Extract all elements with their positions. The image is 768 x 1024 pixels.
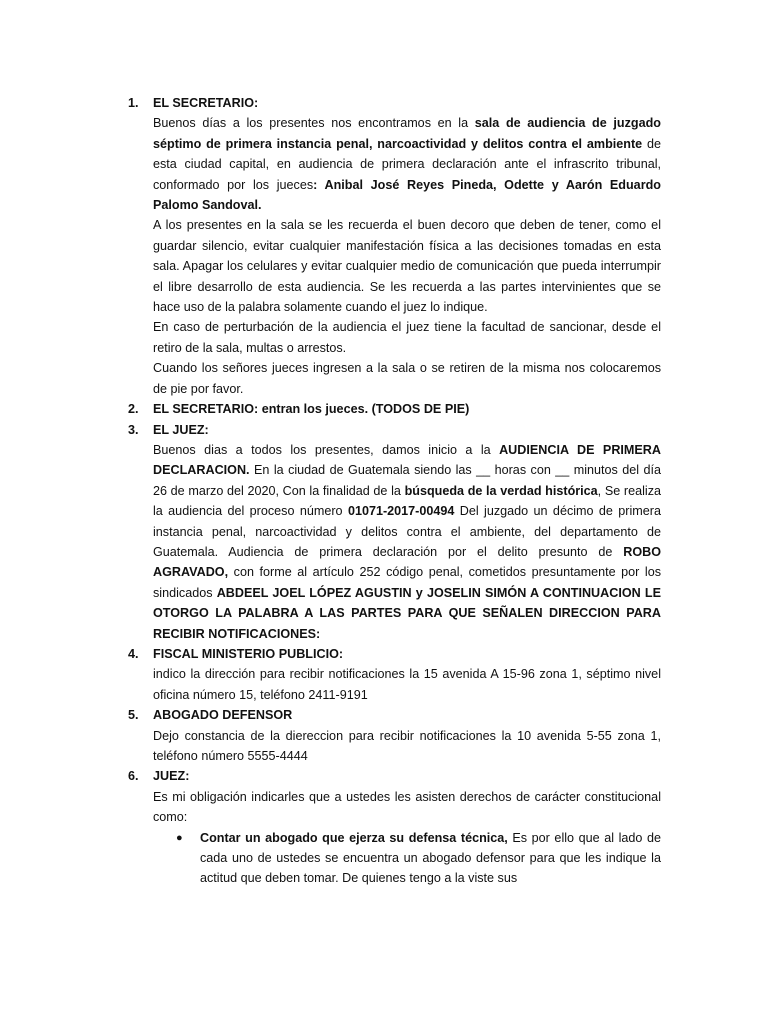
paragraph-audiencia: Buenos dias a todos los presentes, damos inicio a la AUDIENCIA DE PRIMERA DECLARACION. En la ciudad de Guatemala siendo las __ horas con __ minutos del día 26 de marzo del 2020, Con la finalidad de la búsqueda de la verdad histórica, Se realiza la audiencia del proceso número 01071-2017-00494 Del juzgado un décimo de primera instancia penal, narcoactividad y delitos contra el ambiente, del departamento de Guatemala. Audiencia de primera declaración por el delito presunto de ROBO AGRAVADO, con forme al artículo 252 código penal, cometidos presuntamente por los sindicados ABDEEL JOEL LÓPEZ AGUSTIN y JOSELIN SIMÓN A CONTINUACION LE OTORGO LA PALABRA A LAS PARTES PARA QUE SEÑALEN DIRECCION PARA RECIBIR NOTIFICACIONES:	[153, 442, 661, 641]
bullet-item	[176, 828, 661, 889]
item-2-secretario	[128, 399, 661, 419]
item-4-fiscal	[128, 644, 661, 705]
item-number: 2.	[128, 402, 139, 417]
item-number: 1.	[128, 96, 139, 110]
item-heading: JUEZ:	[153, 769, 190, 784]
paragraph-fiscal-address: indico la dirección para recibir notificaciones la 15 avenida A 15-96 zona 1, séptimo nivel oficina número 15, teléfono 2411-9191	[153, 667, 661, 702]
bullet-text: Contar un abogado que ejerza su defensa técnica, Es por ello que al lado de cada uno de ustedes se encuentra un abogado defensor para que les indique la actitud que deben tomar. De quienes tengo a la viste sus	[200, 830, 661, 886]
paragraph-defensor-address: Dejo constancia de la diereccion para recibir notificaciones la 10 avenida 5-55 zona 1, teléfono número 5555-4444	[153, 728, 661, 763]
item-heading: EL SECRETARIO: entran los jueces. (TODOS DE PIE)	[153, 402, 470, 417]
item-number: 3.	[128, 422, 139, 437]
item-1-secretario	[128, 93, 661, 399]
item-heading: ABOGADO DEFENSOR	[153, 708, 293, 723]
item-5-defensor	[128, 705, 661, 766]
item-heading: EL SECRETARIO:	[153, 96, 259, 110]
item-3-juez	[128, 420, 661, 644]
item-6-juez	[128, 766, 661, 888]
item-heading: EL JUEZ:	[153, 422, 209, 437]
paragraph-rights: Es mi obligación indicarles que a ustedes les asisten derechos de carácter constitucional como:	[153, 789, 661, 825]
paragraph-stand: Cuando los señores jueces ingresen a la sala o se retiren de la misma nos colocaremos de pie por favor.	[153, 361, 661, 396]
item-heading: FISCAL MINISTERIO PUBLICIO:	[153, 646, 344, 661]
bullet-icon: ●	[176, 831, 183, 844]
item-number: 5.	[128, 708, 139, 723]
paragraph-disturbance: En caso de perturbación de la audiencia el juez tiene la facultad de sancionar, desde el retiro de la sala, multas o arrestos.	[153, 320, 661, 355]
item-number: 4.	[128, 646, 139, 661]
paragraph-opening: Buenos días a los presentes nos encontramos en la sala de audiencia de juzgado séptimo de primera instancia penal, narcoactividad y delitos contra el ambiente de esta ciudad capital, en audiencia de primera declaración ante el infrascrito tribunal, conformado por los jueces: Anibal José Reyes Pineda, Odette y Aarón Eduardo Palomo Sandoval.	[153, 116, 661, 213]
paragraph-decorum: A los presentes en la sala se les recuerda el buen decoro que deben de tener, como el guardar silencio, evitar cualquier manifestación física a las decisiones tomadas en esta sala. Apagar los celulares y evitar cualquier medio de comunicación que pueda interrumpir el libre desarrollo de esta audiencia. Se les recuerda a las partes intervinientes que se hace uso de la palabra solamente cuando el juez lo indique.	[153, 218, 661, 315]
item-number: 6.	[128, 769, 139, 784]
